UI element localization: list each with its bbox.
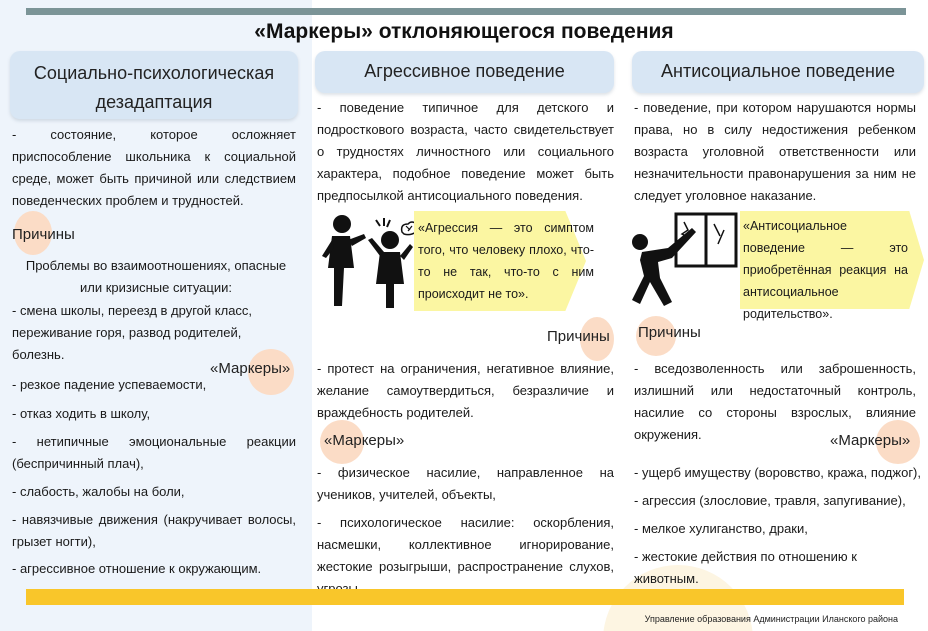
maladaptation-marker-item: - нетипичные эмоциональные реакции (беспричинный плач), xyxy=(12,434,296,471)
maladaptation-marker-item: - агрессивное отношение к окружающим. xyxy=(12,561,262,576)
maladaptation-markers-label: «Маркеры» xyxy=(210,360,291,377)
aggressive-quote: «Агрессия — это симптом того, что человеку плохо, что-то не так, что-то с ним происходит не то». xyxy=(418,221,594,301)
top-divider-bar xyxy=(26,8,906,15)
maladaptation-causes-text: - смена школы, переезд в другой класс, переживание горя, развод родителей, болезнь. xyxy=(12,303,253,362)
bottom-accent-bar xyxy=(26,589,904,605)
aggressive-definition: - поведение типичное для детского и подросткового возраста, часто свидетельствует о трудностях личностного или социального характера, подобное поведение может быть предпосылкой антисоциального поведения. xyxy=(317,100,614,203)
column-header-maladaptation: Социально-психологическая дезадаптация xyxy=(10,51,298,119)
aggressive-marker-item: - психологическое насилие: оскорбления, насмешки, коллективное игнорирование, жестокие розыгрыши, распространение слухов, xyxy=(317,515,614,574)
aggressive-causes-label: Причины xyxy=(547,328,610,345)
column-header-aggressive: Агрессивное поведение xyxy=(315,51,614,93)
vandal-breaking-window-icon xyxy=(628,208,744,310)
maladaptation-definition: - состояние, которое осложняет приспособление школьника к социальной среде, может быть причиной или следствием поведенческих проблем и трудностей. xyxy=(12,127,296,208)
antisocial-markers-label: «Маркеры» xyxy=(830,432,911,449)
maladaptation-marker-item: - навязчивые движения (накручивает волосы, грызет ногти), xyxy=(12,512,296,549)
antisocial-definition: - поведение, при котором нарушаются нормы права, но в силу недостижения ребенком возраста уголовной ответственности или незначительности правонарушения за ним не следует уголовное наказание. xyxy=(634,100,916,203)
antisocial-marker-item: - мелкое хулиганство, драки, xyxy=(634,521,808,536)
maladaptation-causes-label: Причины xyxy=(12,226,75,243)
antisocial-marker-item: - агрессия (злословие, травля, запугивание), xyxy=(634,493,906,508)
antisocial-quote: «Антисоциальное поведение — это приобретённая реакция на антисоциальное родительство». xyxy=(743,219,908,321)
aggressive-marker-item: - физическое насилие, направленное на учеников, учителей, объекты, xyxy=(317,465,614,502)
footer-text: Управление образования Администрации Иланского района xyxy=(644,614,898,624)
page-title: «Маркеры» отклоняющегося поведения xyxy=(254,20,674,43)
maladaptation-causes-intro: Проблемы во взаимоотношениях, опасные или кризисные ситуации: xyxy=(25,258,287,295)
maladaptation-marker-item: - слабость, жалобы на боли, xyxy=(12,484,185,499)
antisocial-causes-label: Причины xyxy=(638,324,701,341)
antisocial-marker-item: - жестокие действия по отношению к животным. xyxy=(634,549,857,586)
column-header-antisocial: Антисоциальное поведение xyxy=(632,51,924,93)
antisocial-causes-text: - вседозволенность или заброшенность, излишний или недостаточный контроль, насилие со стороны взрослых, влияние окружения. xyxy=(634,361,916,442)
aggressive-causes-text: - протест на ограничения, негативное влияние, желание самоутвердиться, безразличие и враждебность родителей. xyxy=(317,361,614,420)
antisocial-marker-item: - ущерб имуществу (воровство, кража, поджог), xyxy=(634,465,922,480)
maladaptation-marker-item: - резкое падение успеваемости, xyxy=(12,377,207,392)
arguing-people-icon xyxy=(314,210,420,310)
maladaptation-marker-item: - отказ ходить в школу, xyxy=(12,406,151,421)
aggressive-markers-label: «Маркеры» xyxy=(324,432,405,449)
